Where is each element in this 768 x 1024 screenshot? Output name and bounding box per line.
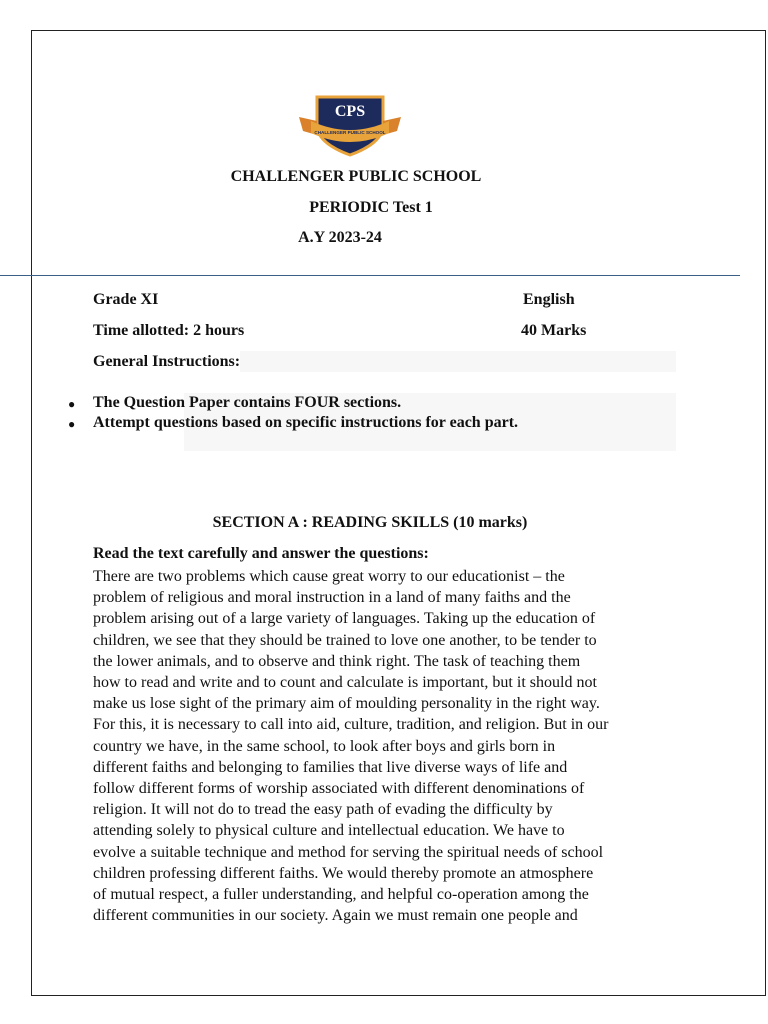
test-name: PERIODIC Test 1 xyxy=(309,199,433,216)
reading-passage xyxy=(93,566,683,926)
academic-year: A.Y 2023-24 xyxy=(298,229,382,246)
passage-line: evolve a suitable technique and method for serving the spiritual needs of school xyxy=(93,843,604,861)
subject-label: English xyxy=(523,291,575,308)
passage-line: children professing different faiths. We would thereby promote an atmosphere xyxy=(93,864,594,882)
passage-line: attending solely to physical culture and intellectual education. We have to xyxy=(93,822,565,840)
bullet-icon: ● xyxy=(68,417,76,431)
passage-line: the lower animals, and to observe and think right. The task of teaching them xyxy=(93,652,581,670)
shaded-band xyxy=(240,351,676,372)
grade-label: Grade XI xyxy=(93,291,159,308)
passage-line: follow different forms of worship associated with different denominations of xyxy=(93,780,585,798)
instruction-item: The Question Paper contains FOUR sections. xyxy=(93,394,402,411)
passage-line: problem of religious and moral instruction in a land of many faiths and the xyxy=(93,589,571,607)
total-marks: 40 Marks xyxy=(521,322,587,339)
time-allotted: Time allotted: 2 hours xyxy=(93,322,245,339)
passage-line: make us lose sight of the primary aim of moulding personality in the right way. xyxy=(93,695,600,713)
passage-line: For this, it is necessary to call into aid, culture, tradition, and religion. But in our xyxy=(93,716,609,734)
passage-line: country we have, in the same school, to look after boys and girls born in xyxy=(93,737,556,755)
passage-line: problem arising out of a large variety of languages. Taking up the education of xyxy=(93,610,596,628)
instruction-item: Attempt questions based on specific instructions for each part. xyxy=(93,414,519,431)
passage-line: children, we see that they should be trained to love one another, to be tender to xyxy=(93,631,597,649)
passage-line: of mutual respect, a fuller understanding, and helpful co-operation among the xyxy=(93,886,589,904)
header-divider xyxy=(0,275,740,276)
reading-instruction: Read the text carefully and answer the questions: xyxy=(93,545,429,562)
logo-ribbon-text: CHALLENGER PUBLIC SCHOOL xyxy=(314,130,386,135)
school-name: CHALLENGER PUBLIC SCHOOL xyxy=(230,168,482,185)
passage-line: different communities in our society. Again we must remain one people and xyxy=(93,907,578,925)
logo-text: CPS xyxy=(334,103,366,120)
passage-line: different faiths and belonging to families that live diverse ways of life and xyxy=(93,758,568,776)
section-title: SECTION A : READING SKILLS (10 marks) xyxy=(212,514,528,531)
general-instructions-heading: General Instructions: xyxy=(93,353,241,370)
school-logo xyxy=(297,95,403,157)
passage-line: how to read and write and to count and calculate is important, but it should not xyxy=(93,674,597,692)
passage-line: religion. It will not do to tread the easy path of evading the difficulty by xyxy=(93,801,553,819)
passage-line: There are two problems which cause great worry to our educationist – the xyxy=(93,568,565,585)
bullet-icon: ● xyxy=(68,397,76,411)
